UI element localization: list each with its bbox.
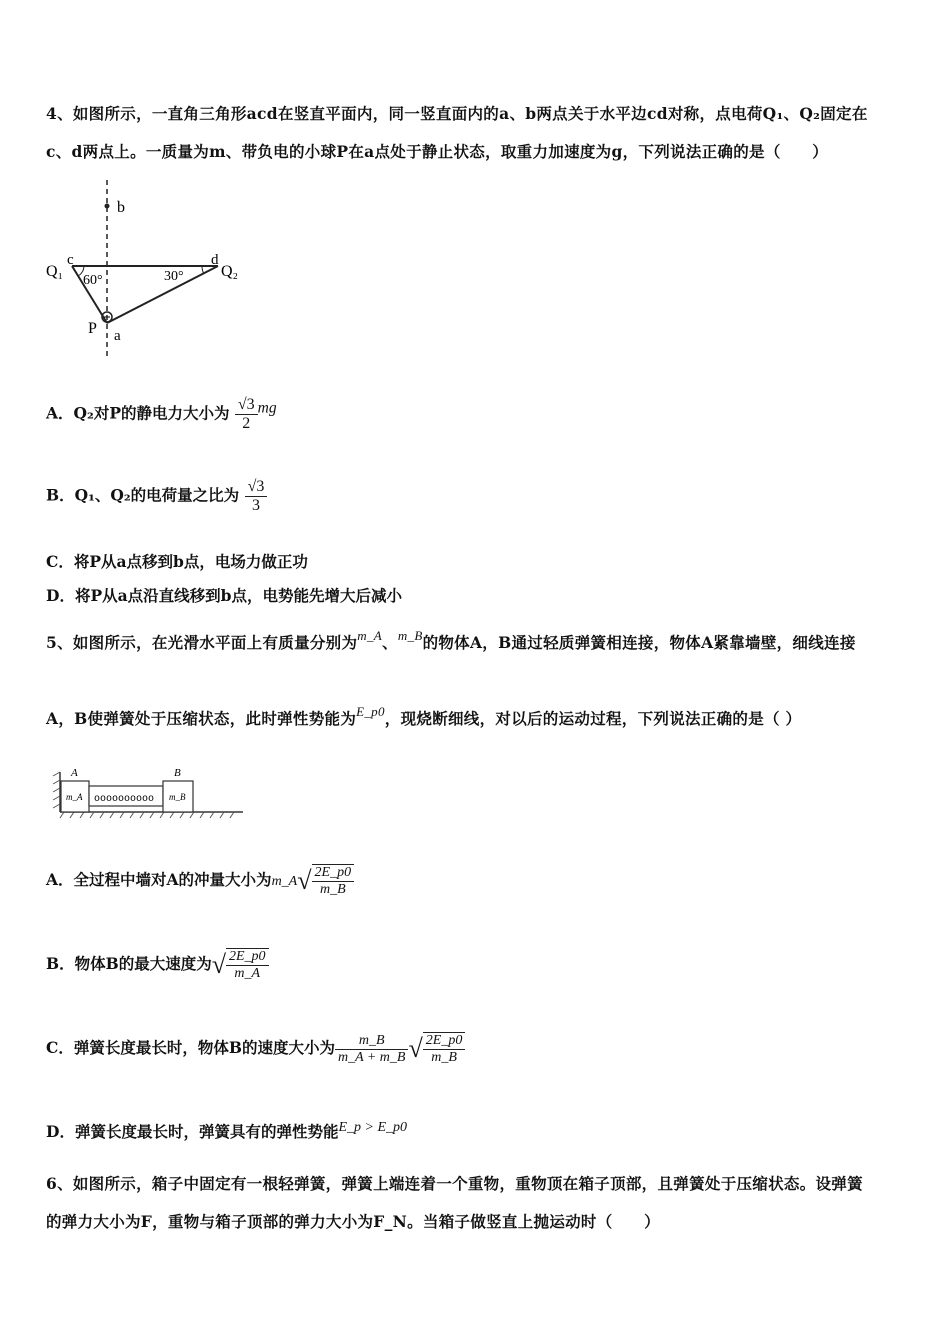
label-a: a xyxy=(114,328,121,344)
q5-option-a: A．全过程中墙对A的冲量大小为m_A√ $\frac{2E\_p0}{m\_B}$ xyxy=(46,864,354,898)
label-b: b xyxy=(117,199,125,216)
label-p: P xyxy=(88,320,97,337)
q5-line1: 5、如图所示，在光滑水平面上有质量分别为$^{m\_A}$、$^{m\_B}$的物体A，B通过轻质弹簧相连接，物体A紧靠墙壁，细线连接 xyxy=(46,628,856,652)
label-block-a: A xyxy=(71,767,78,779)
label-mass-b: m_B xyxy=(169,792,186,802)
q4-option-d: D．将P从a点沿直线移到b点，电势能先增大后减小 xyxy=(46,586,402,605)
q4-option-b: B．Q₁、Q₂的电荷量之比为 $\frac{√3}{3}$ xyxy=(46,478,267,515)
label-d: d xyxy=(211,252,219,268)
label-angle-30: 30° xyxy=(164,269,184,284)
q4-line1: 4、如图所示，一直角三角形acd在竖直平面内，同一竖直面内的a、b两点关于水平边cd对称，点电荷Q₁、Q₂固定在 xyxy=(46,104,868,123)
q5-option-d: D．弹簧长度最长时，弹簧具有的弹性势能E_p > E_p0 xyxy=(46,1120,408,1141)
q5-option-c: C．弹簧长度最长时，物体B的速度大小为 $\frac{m\_B}{m\_A + m\_B}$ √ $\frac{2E\_p0}{m\_B}$ xyxy=(46,1032,465,1066)
spring-coils: oooooooooo xyxy=(94,794,155,805)
q5-line2: A，B使弹簧处于压缩状态，此时弹性势能为$^{E\_p0}$，现烧断细线，对以后的运动过程，下列说法正确的是（ ） xyxy=(46,704,802,728)
label-q2: Q₂ xyxy=(221,263,239,280)
q4-triangle-figure xyxy=(40,175,260,370)
q4-option-a: A．Q₂对P的静电力大小为 $\frac{√3}{2}$ mg xyxy=(46,396,277,432)
q4-line2: c、d两点上。一质量为m、带负电的小球P在a点处于静止状态，取重力加速度为g，下列说法正确的是（ ） xyxy=(46,142,829,161)
q5-spring-figure xyxy=(48,760,248,822)
q6-line1: 6、如图所示，箱子中固定有一根轻弹簧，弹簧上端连着一个重物，重物顶在箱子顶部，且弹簧处于压缩状态。设弹簧 xyxy=(46,1174,863,1193)
label-angle-60: 60° xyxy=(83,273,103,288)
label-mass-a: m_A xyxy=(66,792,83,802)
label-block-b: B xyxy=(174,767,181,779)
q6-line2: 的弹力大小为F，重物与箱子顶部的弹力大小为F_N。当箱子做竖直上抛运动时（ ） xyxy=(46,1212,660,1231)
label-q1: Q₁ xyxy=(46,263,64,280)
q5-option-b: B．物体B的最大速度为√ $\frac{2E\_p0}{m\_A}$ xyxy=(46,948,269,982)
label-c: c xyxy=(67,252,74,268)
q4-option-c: C．将P从a点移到b点，电场力做正功 xyxy=(46,552,308,571)
